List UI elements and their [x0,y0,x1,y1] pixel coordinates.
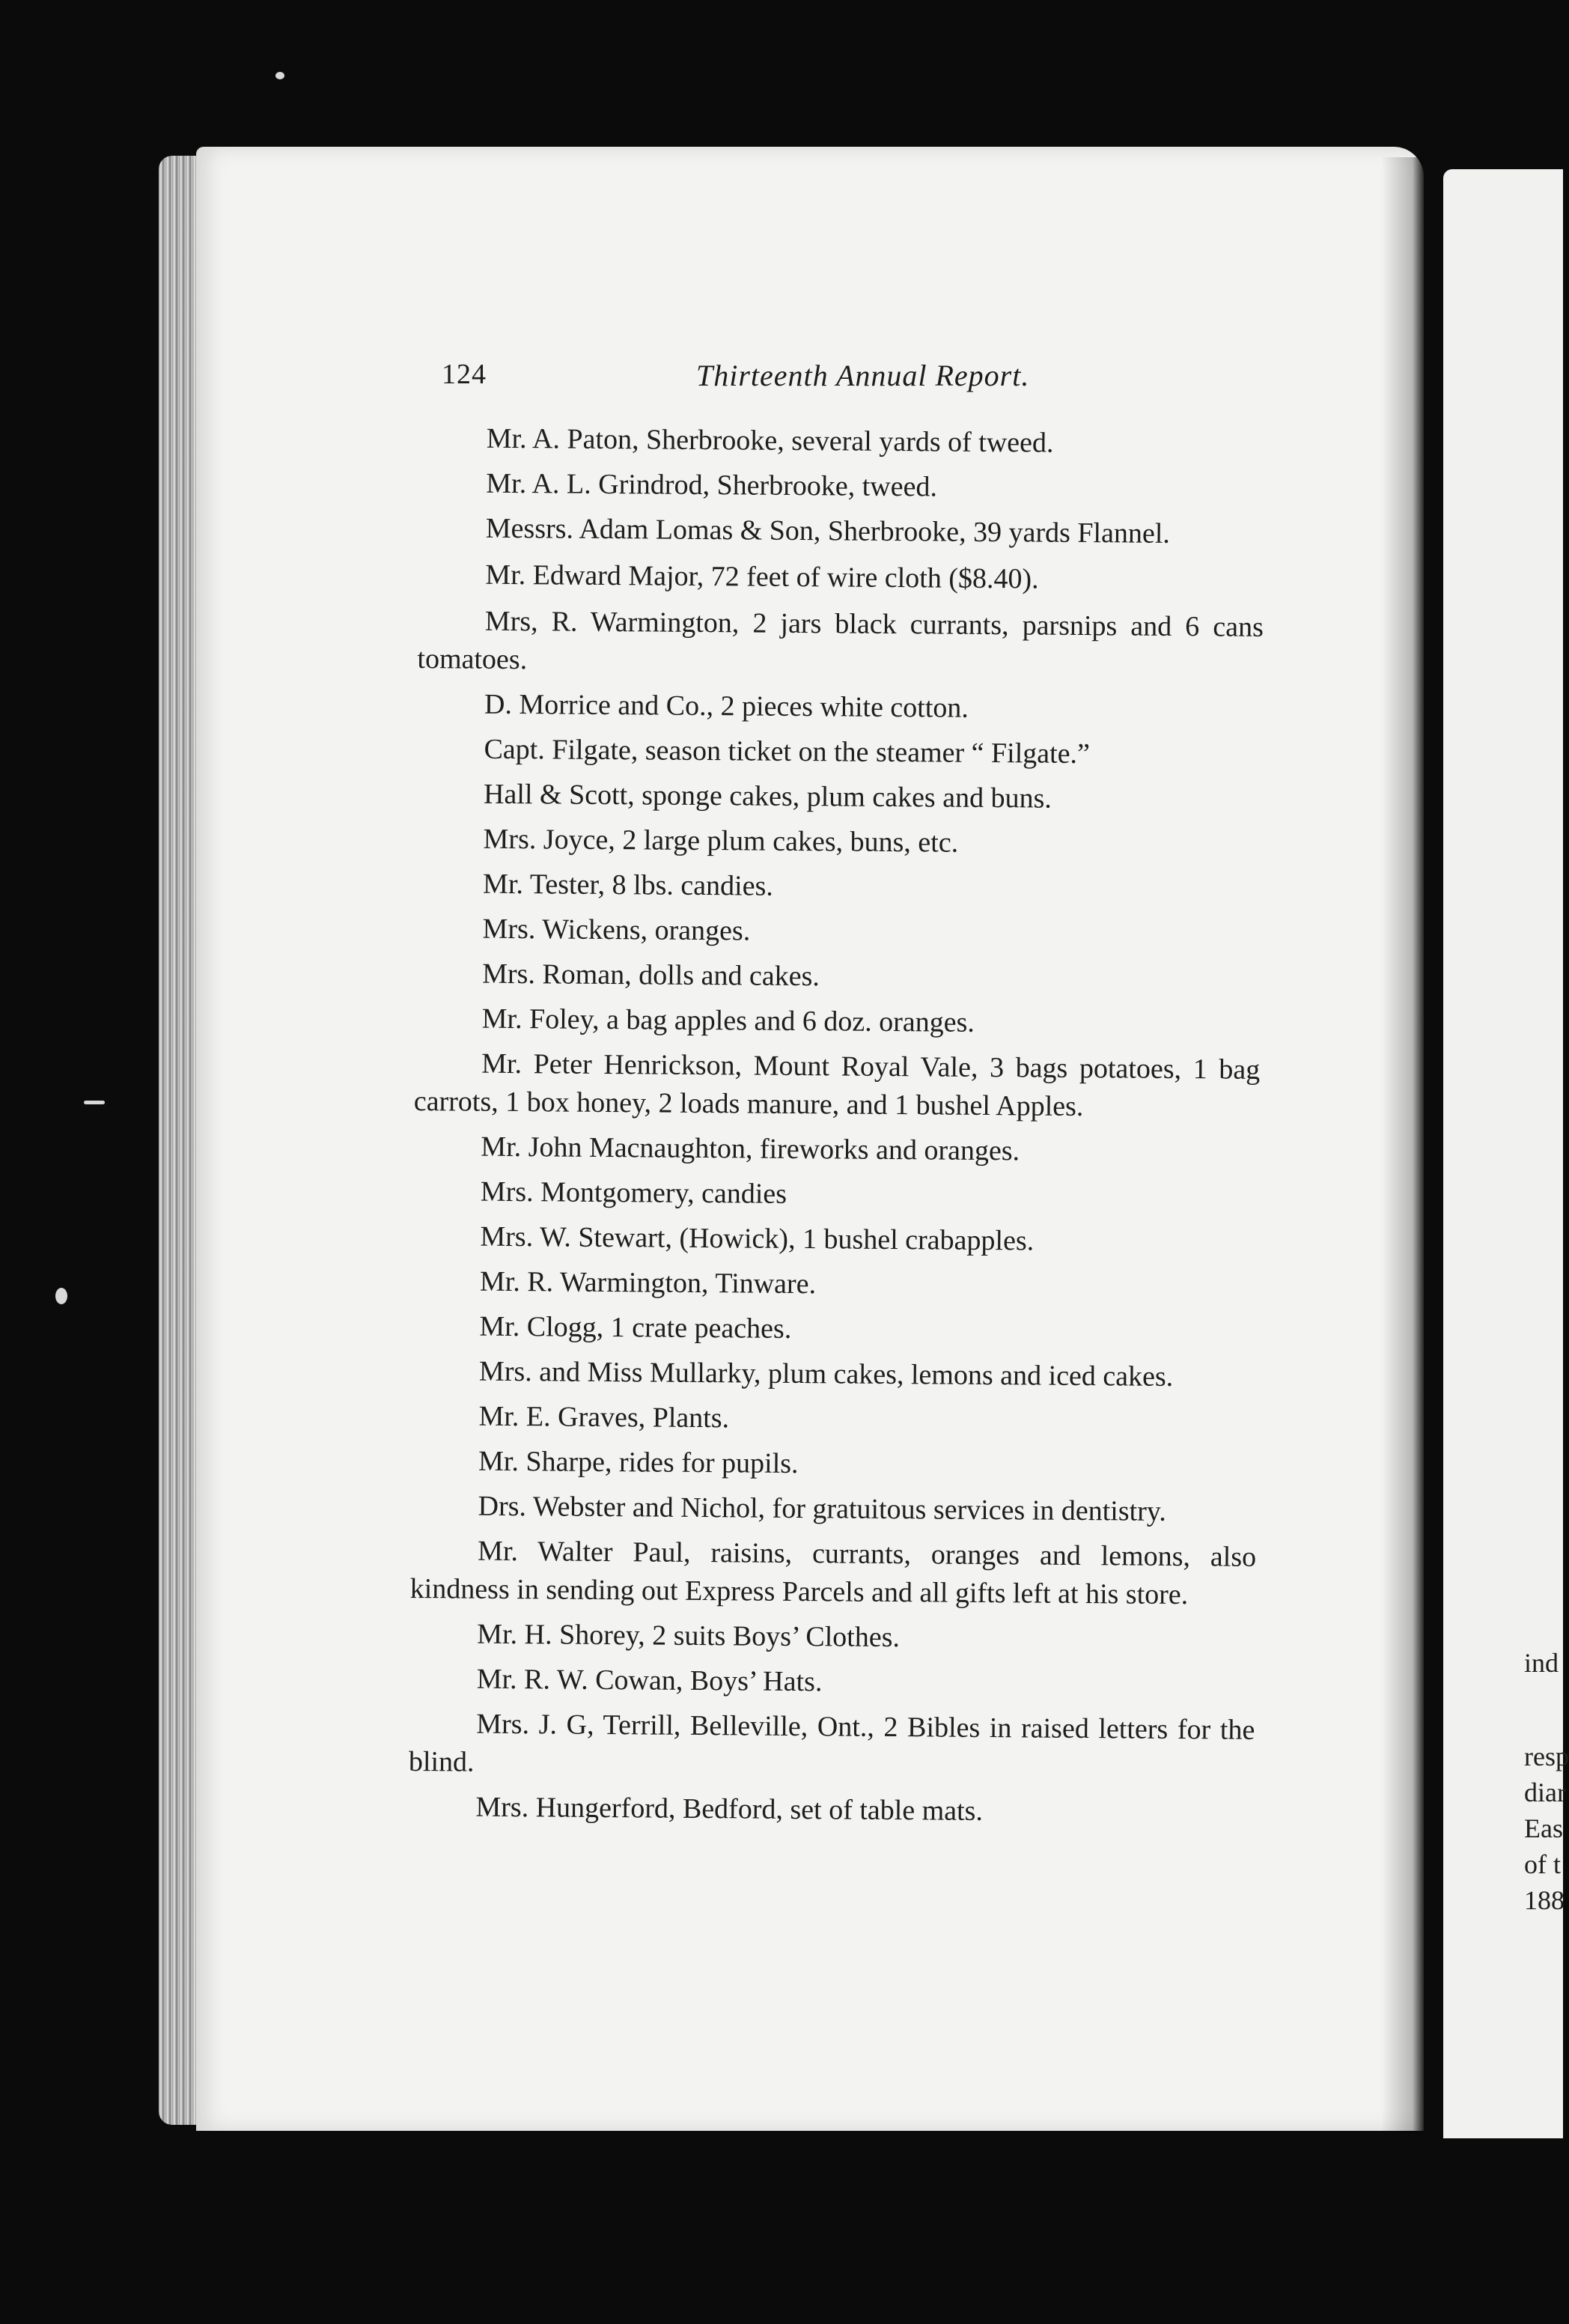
list-item: Mrs. Wickens, oranges. [482,913,751,947]
running-title: Thirteenth Annual Report. [696,359,1030,392]
list-item: Hall & Scott, sponge cakes, plum cakes and buns. [483,778,1052,815]
list-item: Mr. Sharpe, rides for pupils. [478,1445,799,1480]
list-item: Drs. Webster and Nichol, for gratuitous services in dentistry. [478,1490,1167,1527]
right-page-fragment: 188 [1524,1885,1565,1915]
right-page-fragment: of t [1524,1849,1561,1879]
list-item: Mrs. Roman, dolls and cakes. [482,958,820,993]
list-item: Mrs. and Miss Mullarky, plum cakes, lemons and iced cakes. [478,1355,1174,1393]
list-item: Mr. H. Shorey, 2 suits Boys’ Clothes. [477,1618,901,1654]
list-item: Mrs. W. Stewart, (Howick), 1 bushel crabapples. [480,1220,1035,1257]
list-item: Mrs, R. Warmington, 2 jars black currants, parsnips and 6 cans tomatoes. [417,605,1264,676]
page-header [442,358,1265,410]
donation-list [408,419,1265,1840]
page-number: 124 [442,359,487,390]
list-item: Mr. R. W. Cowan, Boys’ Hats. [476,1663,823,1698]
list-item: Mrs. Joyce, 2 large plum cakes, buns, etc. [483,823,959,859]
list-item: Mrs. Hungerford, Bedford, set of table mats. [475,1791,984,1827]
right-page-fragments [1524,1739,1569,1918]
list-item: D. Morrice and Co., 2 pieces white cotton. [484,688,969,724]
list-item: Mr. E. Graves, Plants. [478,1400,730,1435]
right-page-fragment: resp [1524,1742,1569,1771]
list-item: Mr. A. L. Grindrod, Sherbrooke, tweed. [486,467,938,503]
list-item: Mr. John Macnaughton, fireworks and oranges. [481,1131,1020,1167]
list-item: Mr. Walter Paul, raisins, currants, oranges and lemons, also kindness in sending out Express Parcels and all gifts left at his store. [409,1535,1257,1611]
list-item: Mrs. Montgomery, candies [480,1175,787,1210]
dust-speck [55,1288,67,1304]
list-item: Messrs. Adam Lomas & Son, Sherbrooke, 39 yards Flannel. [485,512,1171,550]
right-page-fragment: ind [1524,1648,1559,1678]
list-item: Mr. Clogg, 1 crate peaches. [479,1310,792,1345]
dust-speck [275,72,284,79]
list-item: Mr. Tester, 8 lbs. candies. [482,868,773,902]
list-item: Capt. Filgate, season ticket on the steamer “ Filgate.” [484,733,1091,770]
list-item: Mr. Peter Henrickson, Mount Royal Vale, 3 bags potatoes, 1 bag carrots, 1 box honey, 2 loads manure, and 1 bushel Apples. [413,1047,1261,1122]
list-item: Mr. A. Paton, Sherbrooke, several yards of tweed. [486,422,1054,459]
dust-speck [84,1101,105,1104]
list-item: Mr. Foley, a bag apples and 6 doz. oranges. [481,1003,975,1038]
list-item: Mr. R. Warmington, Tinware. [479,1265,817,1301]
right-page-fragment: diar [1524,1777,1566,1807]
list-item: Mr. Edward Major, 72 feet of wire cloth ($8.40). [485,559,1039,595]
right-page-fragment: Eas [1524,1813,1563,1843]
book-gutter-shadow [1381,157,1426,2134]
list-item: Mrs. J. G, Terrill, Belleville, Ont., 2 Bibles in raised letters for the blind. [408,1708,1255,1778]
